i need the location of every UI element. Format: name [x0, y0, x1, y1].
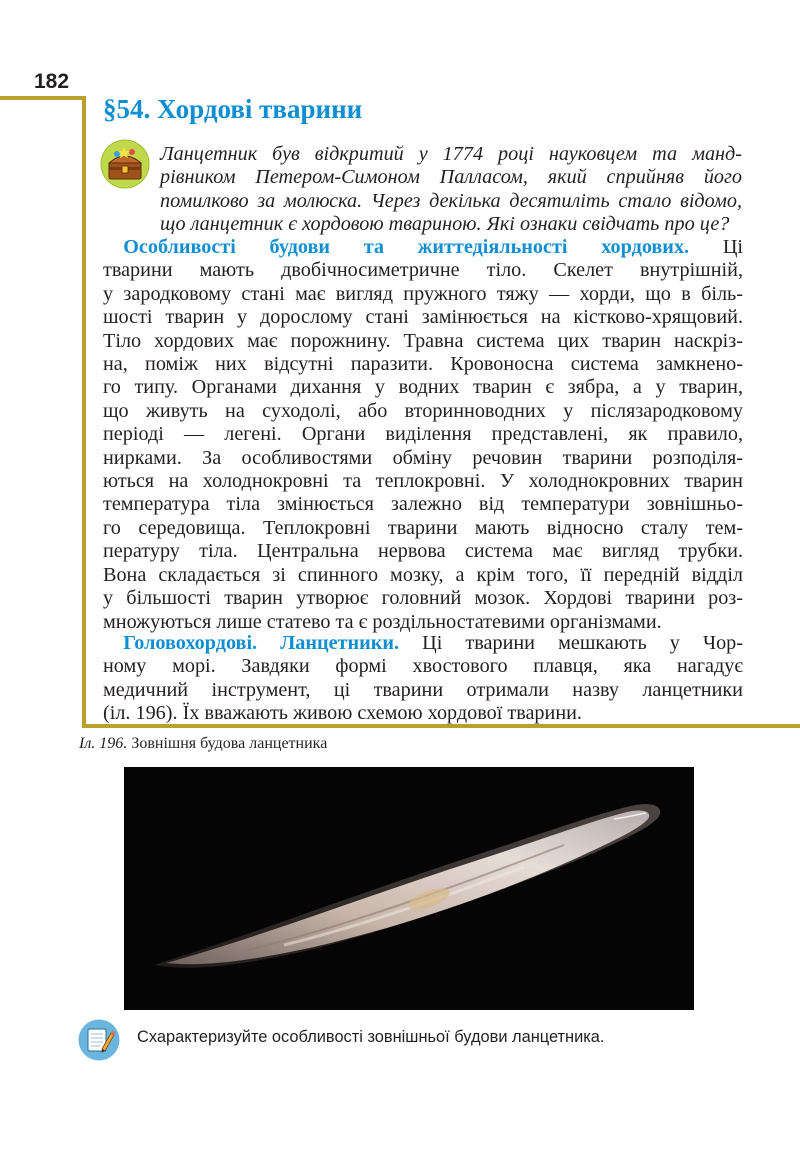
page-number: 182	[34, 70, 70, 93]
section1-line: температура тіла змінюється залежно від температури зовнішньо-	[103, 493, 743, 516]
section1-line: Тіло хордових має порожнину. Травна система цих тварин наскріз-	[103, 329, 743, 352]
intro-line: що ланцетник є хордовою твариною. Які ознаки свідчать про це?	[160, 213, 730, 236]
treasure-chest-icon	[100, 139, 150, 189]
section1-line: тварини мають двобічносиметричне тіло. Скелет внутрішній,	[103, 259, 743, 282]
section1-line: ються на холоднокровні та теплокровні. У холоднокровних тварин	[103, 470, 743, 493]
section1-line: го типу. Органами дихання у водних тварин є зябра, а у тварин,	[103, 376, 743, 399]
section-title: §54. Хордові тварини	[103, 94, 363, 124]
figure-label: Іл. 196.	[79, 735, 128, 752]
section1-paragraph	[103, 236, 743, 634]
notebook-pencil-icon	[78, 1019, 120, 1061]
section1-line: що живуть на суходолі, або вторинноводних у післязародковому	[103, 399, 743, 422]
section2-first-line-rest: Ці тварини мешкають у Чор-	[399, 632, 743, 654]
section1-line: пературу тіла. Центральна нервова система має вигляд трубки.	[103, 540, 743, 563]
section1-first-line-rest: Ці	[689, 236, 744, 258]
task-text: Схарактеризуйте особливості зовнішньої будови ланцетника.	[137, 1028, 605, 1046]
figure-caption-text: Зовнішня будова ланцетника	[127, 735, 328, 752]
section2-line: медичний інструмент, ці тварини отримали назву ланцетники	[103, 678, 743, 701]
section1-line: періоді — легені. Органи виділення представлені, як правило,	[103, 423, 743, 446]
section2-paragraph	[103, 632, 743, 726]
section1-line: на, поміж них відсутні паразити. Кровоносна система замкнено-	[103, 353, 743, 376]
section1-line: шості тварин у дорослому стані замінюється на кістково-хрящовий.	[103, 306, 743, 329]
intro-line: рівником Петером-Симоном Палласом, який сприйняв його	[160, 166, 742, 189]
section1-line: Вона складається зі спинного мозку, а крім того, її передній відділ	[103, 563, 743, 586]
section2-heading: Головохордові. Ланцетники.	[123, 632, 400, 654]
frame-left-rule	[82, 96, 86, 727]
frame-top-rule	[0, 96, 86, 100]
section1-line: го середовища. Теплокровні тварини мають відносно сталу тем-	[103, 516, 743, 539]
lancelet-illustration	[124, 767, 694, 1010]
section1-line: у зародковому стані має вигляд пружного тяжу — хорди, що в біль-	[103, 282, 743, 305]
intro-line: помилково за молюска. Через декілька десятиліть стало відомо,	[160, 189, 742, 212]
section1-line: множуються лише статево та є роздільностатевими організмами.	[103, 610, 662, 633]
intro-line: Ланцетник був відкритий у 1774 році науковцем та манд-	[160, 143, 742, 165]
intro-paragraph	[160, 143, 742, 237]
section1-heading: Особливості будови та життедіяльності хордових.	[123, 236, 690, 258]
section2-line: (іл. 196). Їх вважають живою схемою хордової тварини.	[103, 702, 582, 725]
section1-first-line	[103, 236, 743, 259]
section1-line: у більшості тварин утворює головний мозок. Хордові тварини роз-	[103, 587, 743, 610]
lancelet-photo	[124, 767, 694, 1010]
section2-first-line	[103, 632, 743, 655]
section1-line: нирками. За особливостями обміну речовин тварини розподіля-	[103, 446, 743, 469]
figure-caption	[79, 735, 327, 753]
section2-line: ному морі. Завдяки формі хвостового плавця, яка нагадує	[103, 655, 743, 678]
